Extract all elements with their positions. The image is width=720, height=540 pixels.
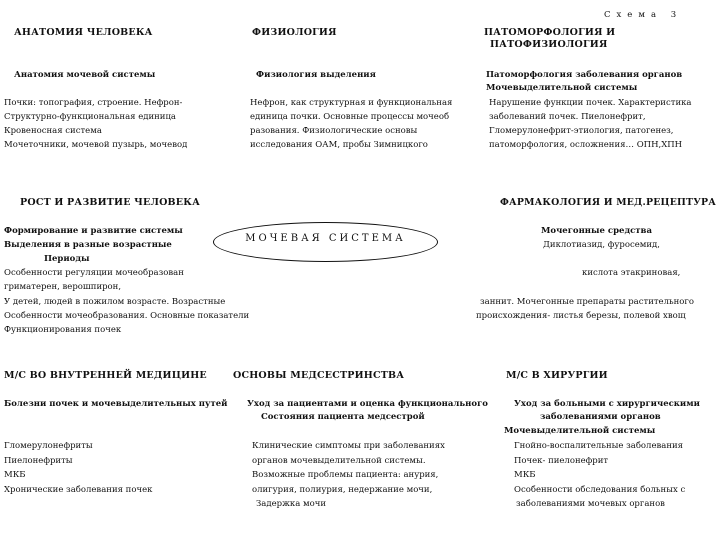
section-subheading: Периоды <box>44 254 90 264</box>
section-line: происхождения- листья березы, полевой хвощ <box>476 311 686 321</box>
section-line: единица почки. Основные процессы мочеоб <box>250 112 450 122</box>
section-line: Гломерулонефриты <box>4 441 93 451</box>
section-heading: М/С В ХИРУРГИИ <box>506 370 608 381</box>
section-subheading: Формирование и развитие системы <box>4 226 183 236</box>
section-subheading: Выделения в разные возрастные <box>4 240 172 250</box>
section-line: Особенности регуляции мочеобразован <box>4 268 184 278</box>
section-line: кислота этакриновая, <box>582 268 681 278</box>
section-line: Возможные проблемы пациента: анурия, <box>252 470 439 480</box>
section-heading: ОСНОВЫ МЕДСЕСТРИНСТВА <box>233 370 405 381</box>
section-subheading: Болезни почек и мочевыделительных путей <box>4 399 228 409</box>
section-line: Клинические симптомы при заболеваниях <box>252 441 445 451</box>
section-subheading: Мочевыделительной системы <box>486 83 638 93</box>
section-line: Кровеносная система <box>4 126 102 136</box>
section-line: Задержка мочи <box>256 499 326 509</box>
section-subheading: Состояния пациента медсестрой <box>261 412 425 422</box>
section-line: Почки: топография, строение. Нефрон- <box>4 98 183 108</box>
section-line: Мочеточники, мочевой пузырь, мочевод <box>4 140 188 150</box>
section-line: У детей, людей в пожилом возрасте. Возрастные <box>4 297 226 307</box>
section-subheading: заболеваниями органов <box>540 412 661 422</box>
central-label: МОЧЕВАЯ СИСТЕМА <box>245 233 406 244</box>
section-line: заболеваний почек. Пиелонефрит, <box>489 112 646 122</box>
section-line: Особенности мочеобразования. Основные показатели <box>4 311 250 321</box>
section-line: исследования ОАМ, пробы Зимницкого <box>250 140 428 150</box>
section-subheading: Анатомия мочевой системы <box>14 70 156 80</box>
section-line: патоморфология, осложнения… ОПН,ХПН <box>489 140 683 150</box>
section-heading: РОСТ И РАЗВИТИЕ ЧЕЛОВЕКА <box>20 197 201 208</box>
section-heading: ПАТОМОРФОЛОГИЯ И <box>484 27 616 38</box>
section-subheading: Патоморфология заболевания органов <box>486 70 683 80</box>
section-line: Особенности обследования больных с <box>514 485 686 495</box>
section-line: органов мочевыделительной системы. <box>252 456 426 466</box>
section-line: гриматерен, верошпирон, <box>4 282 122 292</box>
section-line: Гнойно-воспалительные заболевания <box>514 441 684 451</box>
section-heading: М/С ВО ВНУТРЕННЕЙ МЕДИЦИНЕ <box>4 370 207 381</box>
section-heading: ФИЗИОЛОГИЯ <box>252 27 337 38</box>
section-subheading: Уход за больными с хирургическими <box>514 399 700 409</box>
section-line: Гломерулонефрит-этиология, патогенез, <box>489 126 674 136</box>
section-line: заннит. Мочегонные препараты растительного <box>480 297 694 307</box>
section-line: Функционирования почек <box>4 325 122 335</box>
section-line: МКБ <box>514 470 536 480</box>
section-line: Нарушение функции почек. Характеристика <box>489 98 692 108</box>
section-subheading: Уход за пациентами и оценка функционального <box>247 399 488 409</box>
section-line: Нефрон, как структурная и функциональная <box>250 98 453 108</box>
section-line: разования. Физиологические основы <box>250 126 418 136</box>
section-line: Пиелонефриты <box>4 456 73 466</box>
section-heading: ПАТОФИЗИОЛОГИЯ <box>490 39 608 50</box>
section-heading: ФАРМАКОЛОГИЯ И МЕД.РЕЦЕПТУРА <box>500 197 716 208</box>
section-line: Диклотиазид, фуросемид, <box>543 240 660 250</box>
section-heading: АНАТОМИЯ ЧЕЛОВЕКА <box>14 27 153 38</box>
scheme-label: Схема 3 <box>604 10 683 20</box>
section-line: олигурия, полиурия, недержание мочи, <box>252 485 433 495</box>
section-line: Почек- пиелонефрит <box>514 456 609 466</box>
section-line: Хронические заболевания почек <box>4 485 153 495</box>
section-line: МКБ <box>4 470 26 480</box>
section-subheading: Мочегонные средства <box>541 226 652 236</box>
section-line: заболеваниями мочевых органов <box>516 499 665 509</box>
section-subheading: Мочевыделительной системы <box>504 426 656 436</box>
section-subheading: Физиология выделения <box>256 70 376 80</box>
section-line: Структурно-функциональная единица <box>4 112 176 122</box>
